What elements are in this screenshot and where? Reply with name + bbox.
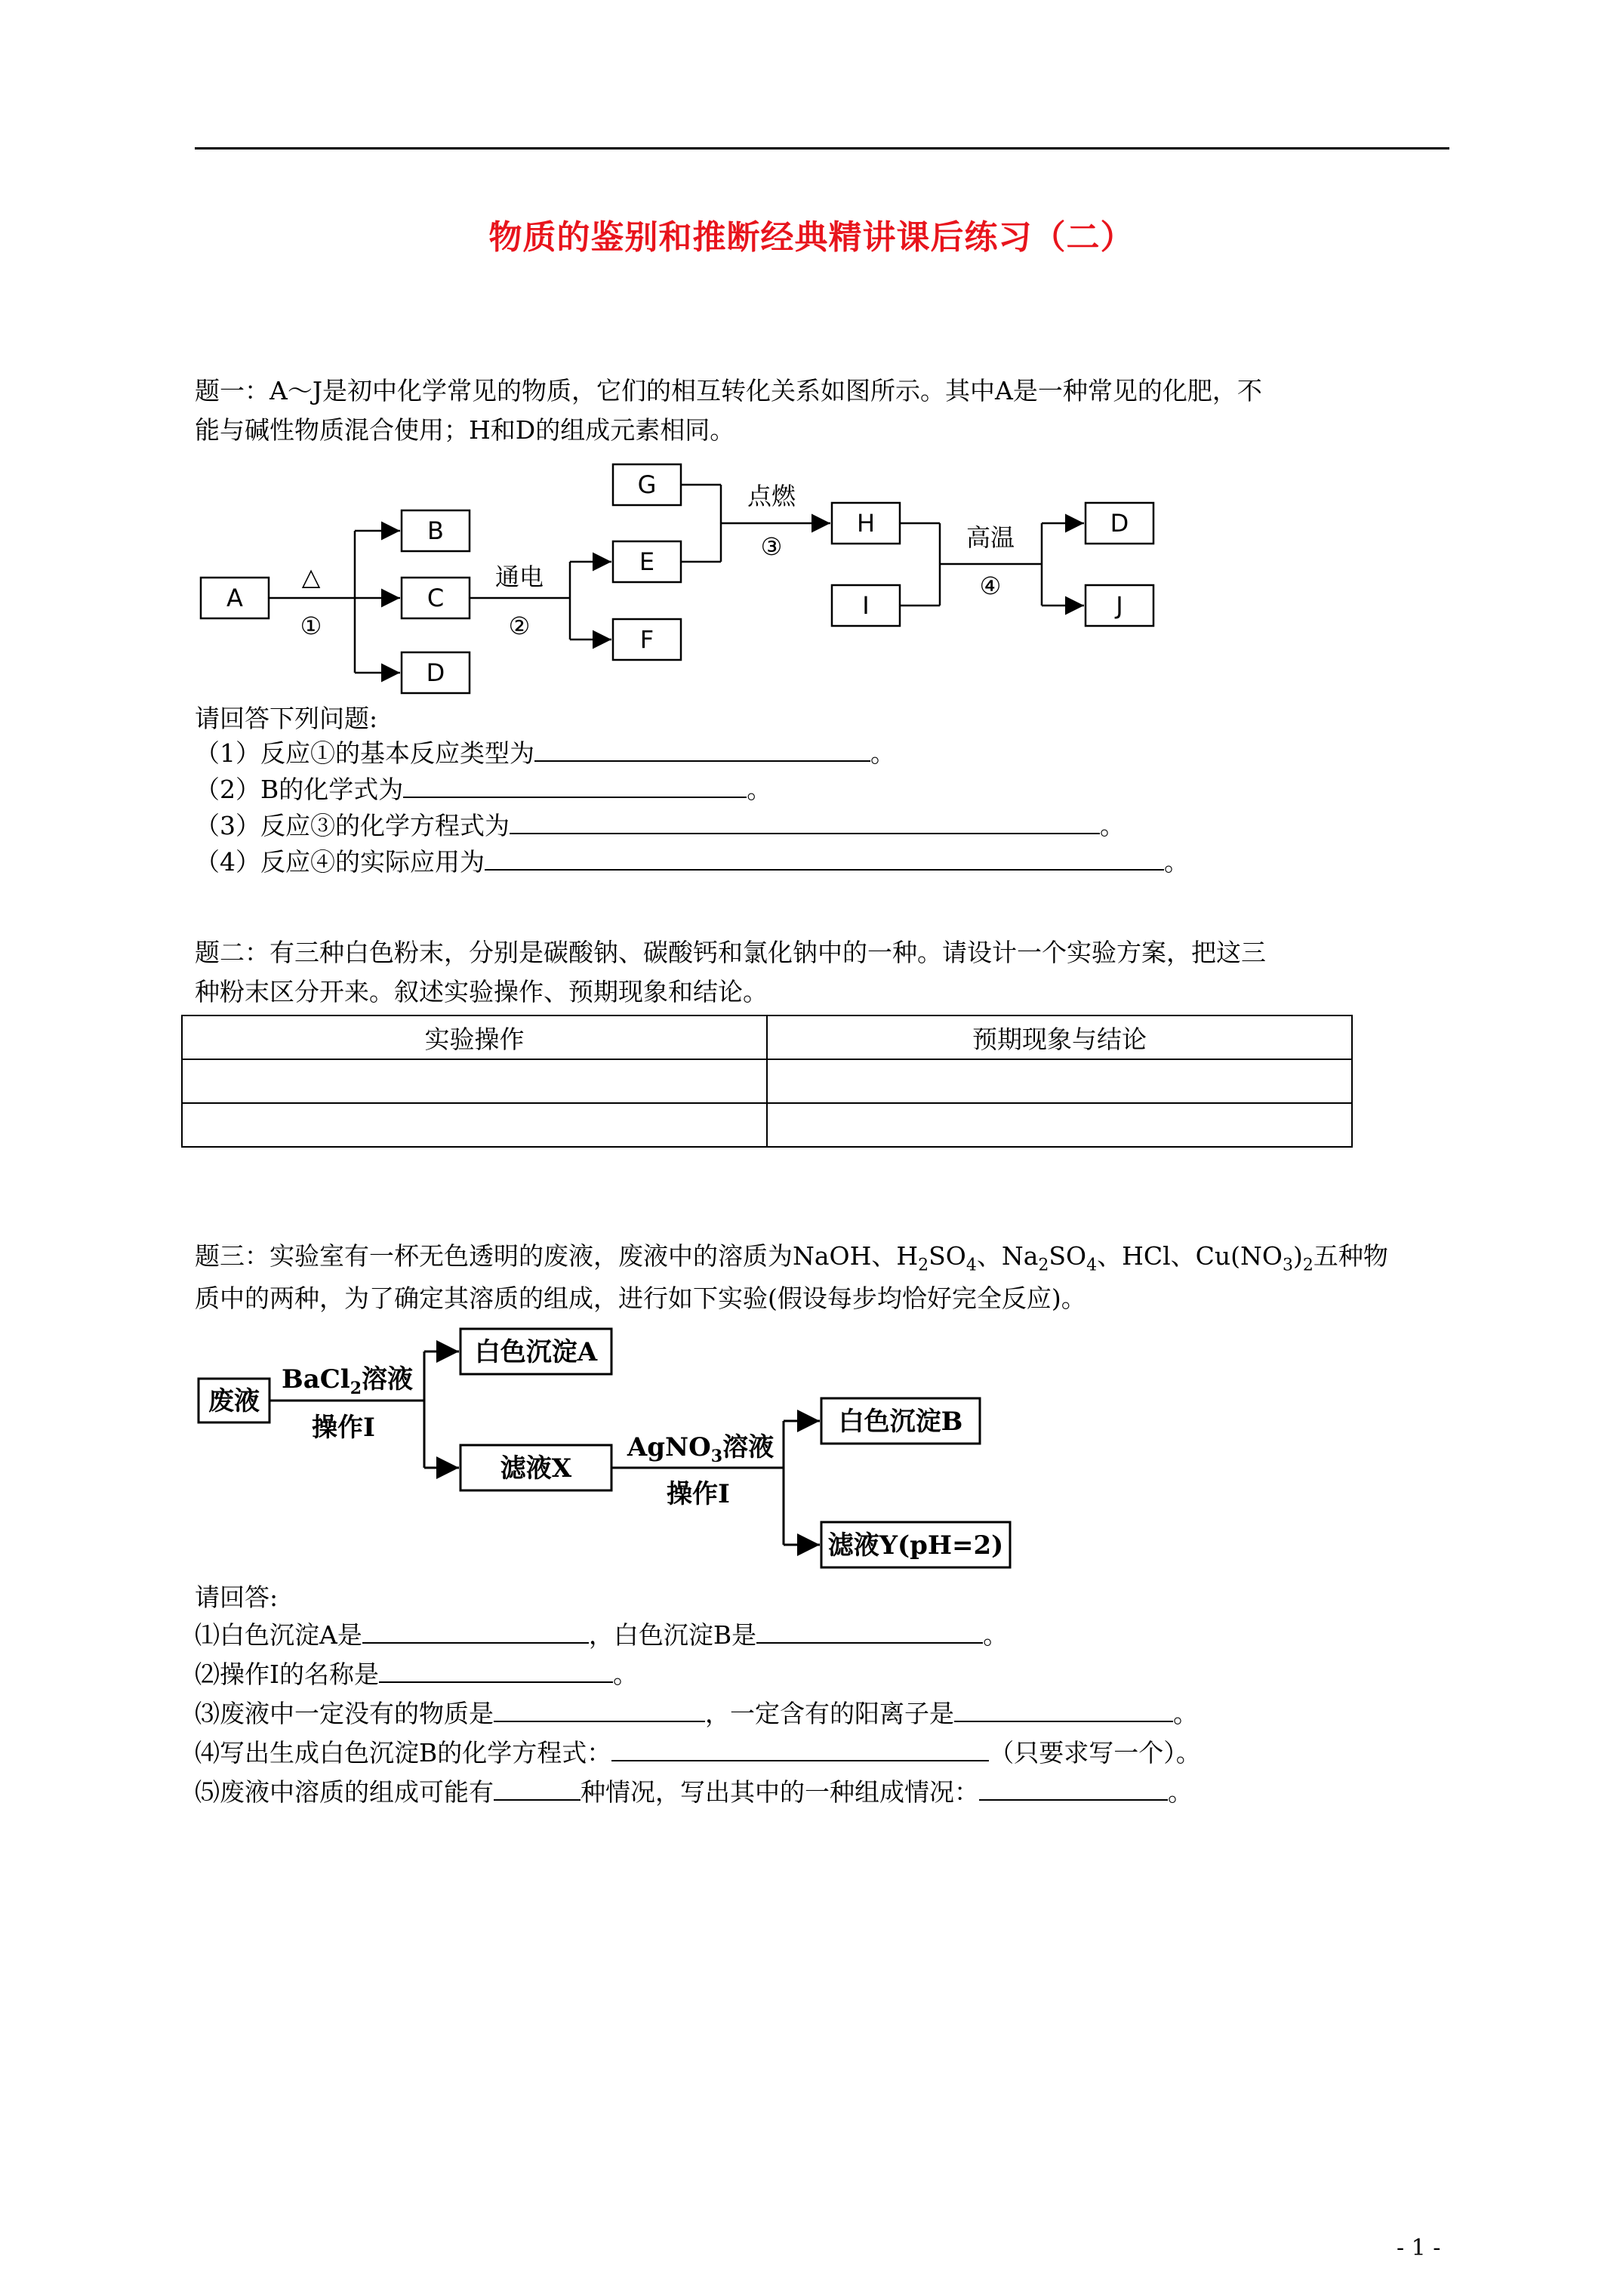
node-J: J <box>1116 591 1123 620</box>
answer-blank[interactable] <box>379 1659 613 1683</box>
node-precipitate-B: 白色沉淀B <box>838 1407 963 1437</box>
node-F: F <box>639 625 654 654</box>
answer-blank[interactable] <box>534 738 870 762</box>
q3-line2: 质中的两种，为了确定其溶质的组成，进行如下实验(假设每步均恰好完全反应)。 <box>195 1284 1086 1313</box>
answer-blank[interactable] <box>954 1698 1173 1722</box>
node-I: I <box>862 591 870 620</box>
q1-intro-line2: 能与碱性物质混合使用；H和D的组成元素相同。 <box>195 415 735 445</box>
condition-ignite: 点燃 <box>747 482 796 510</box>
reagent-agno3: AgNO$_3$溶液 <box>627 1432 775 1466</box>
q1-item-4: （4）反应④的实际应用为 。 <box>195 847 1189 877</box>
q1-prompt: 请回答下列问题: <box>195 704 378 733</box>
q3-prompt: 请回答: <box>195 1583 279 1612</box>
node-E: E <box>639 547 655 576</box>
q3-line1: 题三：实验室有一杯无色透明的废液，废液中的溶质为NaOH、$H_2SO_4$、$Na_2SO_4$、HCl、$Cu(NO_3)_2$五种物 <box>195 1241 1388 1275</box>
condition-electrolysis: 通电 <box>494 562 544 591</box>
answer-blank[interactable] <box>494 1777 581 1801</box>
q2-line1: 题二：有三种白色粉末，分别是碳酸钠、碳酸钙和氯化钠中的一种。请设计一个实验方案，把这三 <box>195 938 1266 967</box>
answer-blank[interactable] <box>494 1698 705 1722</box>
condition-heat: △ <box>301 562 321 591</box>
reaction-number-2: ② <box>508 612 531 640</box>
answer-blank[interactable] <box>362 1620 589 1644</box>
q3-item-4: ⑷写出生成白色沉淀B的化学方程式： （只要求写一个）。 <box>195 1738 1201 1767</box>
table-cell[interactable] <box>182 1059 767 1103</box>
reaction-number-1: ① <box>300 612 322 640</box>
page-number: - 1 - <box>1397 2235 1441 2261</box>
page-title: 物质的鉴别和推断经典精讲课后练习（二） <box>488 218 1135 257</box>
node-filtrate-Y: 滤液Y(pH=2) <box>827 1530 1004 1561</box>
q3-item-1: ⑴白色沉淀A是 ，白色沉淀B是 。 <box>195 1620 1009 1650</box>
reaction-number-3: ③ <box>760 532 783 561</box>
q3-item-3: ⑶废液中一定没有的物质是 ，一定含有的阳离子是 。 <box>195 1699 1198 1728</box>
node-C: C <box>427 584 445 612</box>
node-precipitate-A: 白色沉淀A <box>474 1337 598 1367</box>
answer-blank[interactable] <box>485 846 1164 871</box>
node-G: G <box>637 470 657 499</box>
q1-item-3: （3）反应③的化学方程式为 。 <box>195 811 1125 840</box>
node-D-product: D <box>1110 509 1129 538</box>
answer-blank[interactable] <box>403 774 747 798</box>
table-cell[interactable] <box>767 1103 1352 1147</box>
node-waste: 废液 <box>208 1386 260 1416</box>
node-D: D <box>426 658 445 687</box>
table-header-operation: 实验操作 <box>182 1015 767 1059</box>
operation-2-label: 操作Ⅰ <box>667 1479 730 1509</box>
operation-1-label: 操作Ⅰ <box>312 1413 375 1443</box>
q1-item-2: （2）B的化学式为 。 <box>195 775 772 804</box>
node-H: H <box>856 509 876 538</box>
answer-blank[interactable] <box>756 1620 983 1644</box>
reagent-bacl2: BaCl$_2$溶液 <box>281 1364 414 1398</box>
condition-high-temp: 高温 <box>965 523 1015 552</box>
q3-item-5: ⑸废液中溶质的组成可能有 种情况，写出其中的一种组成情况： 。 <box>195 1777 1193 1807</box>
q1-reaction-diagram <box>0 0 1623 725</box>
q1-intro-line1: 题一：A～J是初中化学常见的物质，它们的相互转化关系如图所示。其中A是一种常见的化肥，不 <box>195 376 1262 405</box>
q3-item-2: ⑵操作Ⅰ的名称是 。 <box>195 1660 639 1689</box>
answer-blank[interactable] <box>611 1737 989 1761</box>
q3-experiment-diagram <box>0 1314 1623 1586</box>
reaction-number-4: ④ <box>979 572 1002 600</box>
table-cell[interactable] <box>767 1059 1352 1103</box>
q1-item-1: （1）反应①的基本反应类型为 。 <box>195 738 895 768</box>
experiment-table <box>181 1015 1353 1148</box>
table-header-result: 预期现象与结论 <box>767 1015 1352 1059</box>
node-filtrate-X: 滤液X <box>500 1453 572 1484</box>
q2-line2: 种粉末区分开来。叙述实验操作、预期现象和结论。 <box>195 977 768 1006</box>
node-A: A <box>226 584 243 612</box>
table-cell[interactable] <box>182 1103 767 1147</box>
node-B: B <box>427 516 444 545</box>
answer-blank[interactable] <box>510 810 1100 834</box>
answer-blank[interactable] <box>979 1777 1168 1801</box>
